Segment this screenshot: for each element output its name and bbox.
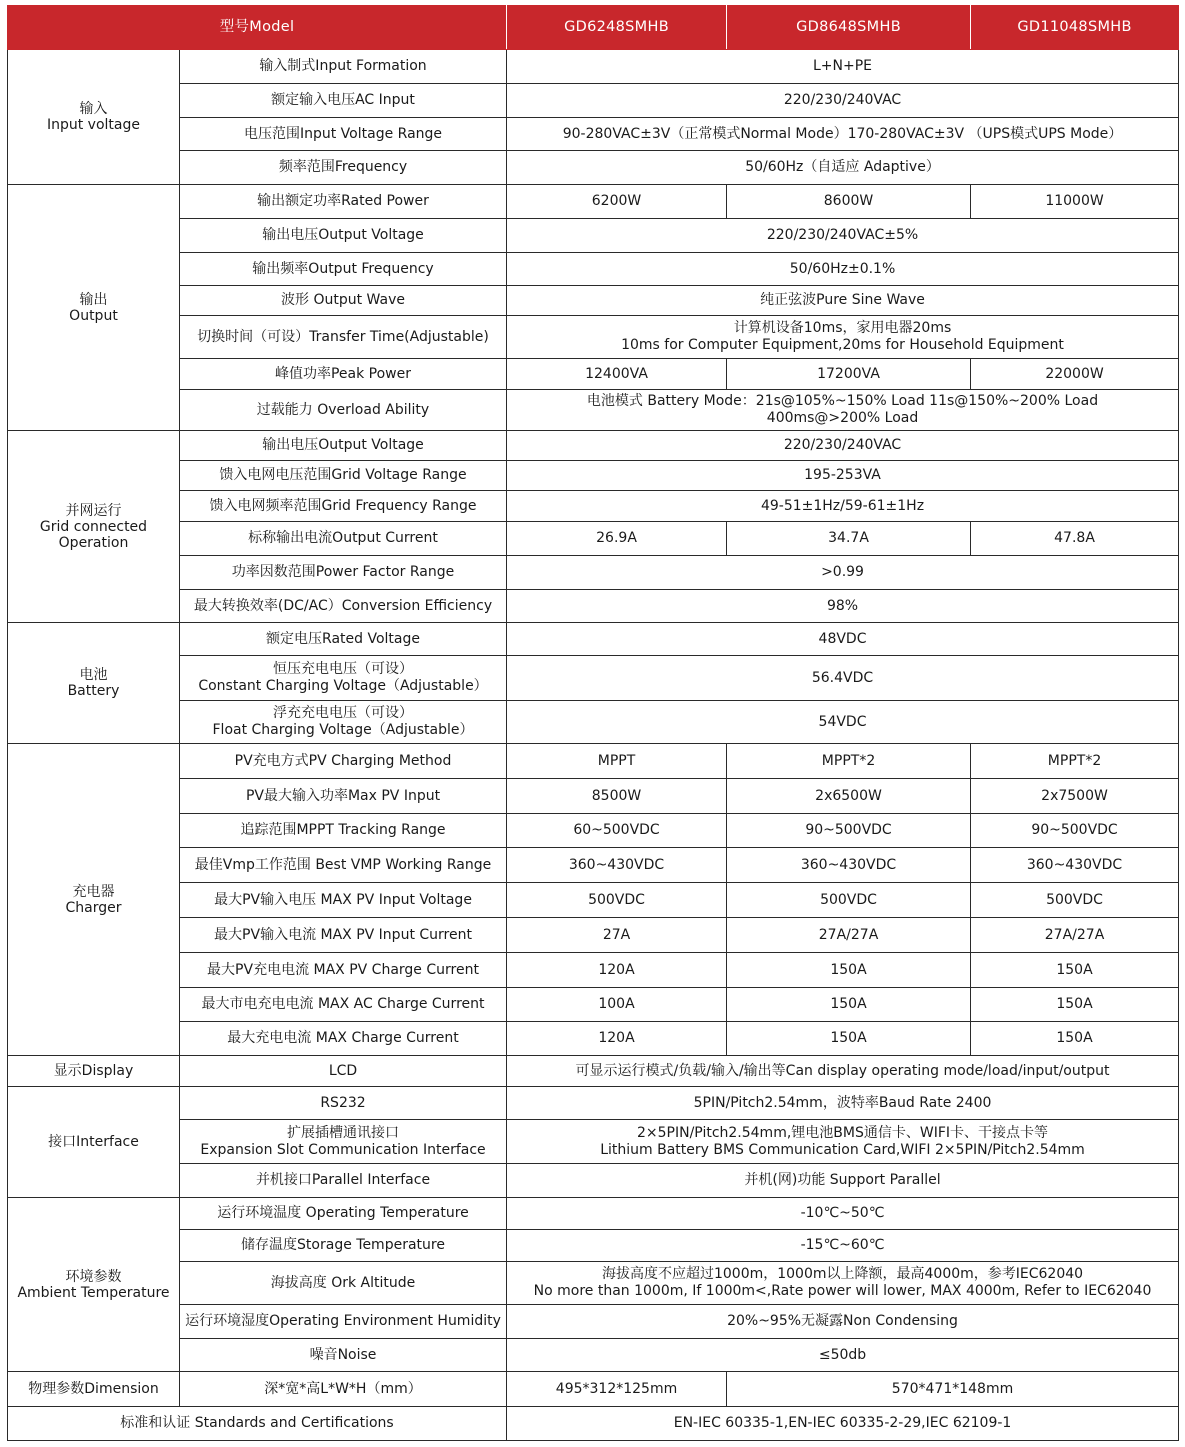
spec-row <box>8 848 1179 883</box>
text-line: 90-280VAC±3V（正常模式Normal Mode）170-280VAC±3V （UPS模式UPS Mode） <box>562 125 1123 142</box>
group-dimension <box>8 1372 180 1407</box>
text-line: 输入 <box>79 101 108 117</box>
text-line: 过载能力 Overload Ability <box>256 401 430 418</box>
param-label <box>180 1087 507 1120</box>
text-line: ≤50db <box>818 1346 867 1363</box>
spec-row <box>8 1339 1179 1372</box>
text-line: 馈入电网频率范围Grid Frequency Range <box>209 497 477 514</box>
value-all-models <box>507 1056 1179 1087</box>
text-line: Charger <box>65 899 122 916</box>
text-line: 输入制式Input Formation <box>259 58 427 74</box>
text-line: 输出 <box>79 291 108 308</box>
value-model-3: 90~500VDC <box>971 814 1179 848</box>
value-all-models <box>507 84 1179 118</box>
text-line: 海拔高度不应超过1000m，1000m以上降额，最高4000m，参考IEC62040 <box>601 1266 1084 1282</box>
value-all-models <box>507 556 1179 590</box>
group-input-voltage <box>8 50 180 185</box>
spec-row <box>8 1164 1179 1198</box>
param-label <box>180 988 507 1022</box>
text-line: Lithium Battery BMS Communication Card,WIFI 2×5PIN/Pitch2.54mm <box>600 1141 1085 1158</box>
spec-row <box>8 1198 1179 1230</box>
param-label <box>180 814 507 848</box>
text-line: 2×5PIN/Pitch2.54mm,锂电池BMS通信卡、WIFI卡、干接点卡等 <box>637 1124 1049 1141</box>
text-line: PV最大输入功率Max PV Input <box>245 787 441 804</box>
param-label <box>180 744 507 779</box>
value-all-models <box>507 701 1179 744</box>
text-line: Expansion Slot Communication Interface <box>200 1141 486 1158</box>
value-model-2: 34.7A <box>727 522 971 556</box>
value-all-models <box>507 118 1179 151</box>
spec-row <box>8 185 1179 219</box>
param-label <box>180 1262 507 1305</box>
param-label <box>180 701 507 744</box>
value-model-2: 150A <box>727 988 971 1022</box>
param-label <box>180 623 507 656</box>
param-label <box>180 118 507 151</box>
value-model-2: MPPT*2 <box>727 744 971 779</box>
param-label <box>180 1372 507 1407</box>
text-line: 额定电压Rated Voltage <box>266 630 420 647</box>
value-model-3: 2x7500W <box>971 779 1179 814</box>
param-label <box>180 431 507 461</box>
text-line: 波形 Output Wave <box>281 292 405 308</box>
param-label <box>180 151 507 185</box>
text-line: 最大PV充电电流 MAX PV Charge Current <box>207 961 479 978</box>
spec-row <box>8 656 1179 701</box>
spec-row <box>8 1022 1179 1056</box>
text-line: 54VDC <box>818 713 867 730</box>
text-line: Battery <box>67 683 120 699</box>
value-model-2: 8600W <box>727 185 971 219</box>
spec-row <box>8 556 1179 590</box>
param-label <box>180 1339 507 1372</box>
value-model-2: 2x6500W <box>727 779 971 814</box>
text-line: 输出额定功率Rated Power <box>257 193 429 209</box>
value-model-2-3: 570*471*148mm <box>727 1372 1179 1407</box>
text-line: 计算机设备10ms，家用电器20ms <box>733 320 952 336</box>
model-name-3: GD11048SMHB <box>971 6 1179 50</box>
text-line: 纯正弦波Pure Sine Wave <box>760 292 925 308</box>
spec-row <box>8 50 1179 84</box>
param-label <box>180 848 507 883</box>
text-line: 运行环境湿度Operating Environment Humidity <box>185 1313 501 1329</box>
spec-row <box>8 590 1179 623</box>
value-model-1: 8500W <box>507 779 727 814</box>
text-line: L+N+PE <box>813 58 873 74</box>
spec-row <box>8 1056 1179 1087</box>
param-label <box>180 1056 507 1087</box>
text-line: 并网运行 <box>65 502 122 519</box>
value-model-2: 150A <box>727 1022 971 1056</box>
spec-row <box>8 522 1179 556</box>
param-label <box>180 953 507 988</box>
text-line: 显示Display <box>53 1063 134 1079</box>
text-line: 最大转换效率(DC/AC）Conversion Efficiency <box>193 597 493 614</box>
text-line: 可显示运行模式/负载/输入/输出等Can display operating mode/load/input/output <box>575 1062 1110 1079</box>
value-model-3: MPPT*2 <box>971 744 1179 779</box>
certification-row <box>8 1407 1179 1441</box>
value-all-models <box>507 253 1179 286</box>
value-all-models <box>507 1262 1179 1305</box>
param-label <box>180 1164 507 1198</box>
text-line: 50/60Hz（自适应 Adaptive） <box>745 159 940 175</box>
text-line: -15℃~60℃ <box>800 1237 885 1253</box>
spec-row <box>8 883 1179 918</box>
text-line: 峰值功率Peak Power <box>274 365 412 382</box>
param-label <box>180 491 507 522</box>
text-line: 频率范围Frequency <box>278 159 408 175</box>
text-line: Input voltage <box>46 117 140 133</box>
text-line: RS232 <box>320 1094 366 1111</box>
model-header: 型号Model <box>8 6 507 50</box>
specification-table <box>7 5 1179 1441</box>
text-line: >0.99 <box>821 564 864 580</box>
value-all-models <box>507 151 1179 185</box>
spec-row <box>8 316 1179 359</box>
text-line: 并机(网)功能 Support Parallel <box>744 1172 941 1188</box>
certification-label: 标准和认证 Standards and Certifications <box>8 1407 507 1441</box>
text-line: 最佳Vmp工作范围 Best VMP Working Range <box>194 856 492 873</box>
text-line: 50/60Hz±0.1% <box>789 260 896 277</box>
value-model-1: 60~500VDC <box>507 814 727 848</box>
value-all-models <box>507 286 1179 316</box>
spec-row <box>8 431 1179 461</box>
text-line: PV充电方式PV Charging Method <box>234 752 452 769</box>
value-all-models <box>507 623 1179 656</box>
text-line: 电压范围Input Voltage Range <box>243 125 443 142</box>
spec-row <box>8 359 1179 390</box>
text-line: 运行环境温度 Operating Temperature <box>217 1205 469 1221</box>
text-line: 220/230/240VAC±5% <box>766 227 919 243</box>
spec-row <box>8 988 1179 1022</box>
value-all-models <box>507 656 1179 701</box>
value-model-1: 12400VA <box>507 359 727 390</box>
value-model-2: 17200VA <box>727 359 971 390</box>
param-label <box>180 359 507 390</box>
param-label <box>180 390 507 431</box>
text-line: 220/230/240VAC <box>783 92 902 108</box>
spec-row <box>8 1262 1179 1305</box>
text-line: 恒压充电电压（可设） <box>273 661 413 677</box>
text-line: 标称输出电流Output Current <box>248 530 438 546</box>
spec-row <box>8 219 1179 253</box>
value-model-1: 500VDC <box>507 883 727 918</box>
text-line: 最大充电电流 MAX Charge Current <box>227 1030 459 1046</box>
spec-row <box>8 1230 1179 1262</box>
text-line: 48VDC <box>818 630 867 647</box>
param-label <box>180 556 507 590</box>
spec-row <box>8 814 1179 848</box>
value-model-2: 360~430VDC <box>727 848 971 883</box>
param-label <box>180 316 507 359</box>
text-line: 220/230/240VAC <box>783 437 902 453</box>
spec-row <box>8 779 1179 814</box>
text-line: 切换时间（可设）Transfer Time(Adjustable) <box>197 328 489 345</box>
value-model-1: 27A <box>507 918 727 953</box>
param-label <box>180 1198 507 1230</box>
text-line: 并机接口Parallel Interface <box>255 1172 431 1188</box>
value-model-3: 22000W <box>971 359 1179 390</box>
text-line: 馈入电网电压范围Grid Voltage Range <box>219 467 467 483</box>
text-line: 功率因数范围Power Factor Range <box>231 564 455 580</box>
text-line: 浮充充电电压（可设） <box>273 705 413 721</box>
param-label <box>180 1120 507 1164</box>
spec-row <box>8 286 1179 316</box>
spec-row <box>8 491 1179 522</box>
value-all-models <box>507 1087 1179 1120</box>
text-line: -10℃~50℃ <box>800 1205 885 1221</box>
value-all-models <box>507 1120 1179 1164</box>
text-line: 5PIN/Pitch2.54mm，波特率Baud Rate 2400 <box>693 1094 992 1111</box>
value-all-models <box>507 390 1179 431</box>
value-model-1: 26.9A <box>507 522 727 556</box>
param-label <box>180 1305 507 1339</box>
value-model-2: 500VDC <box>727 883 971 918</box>
text-line: 充电器 <box>72 883 115 900</box>
param-label <box>180 918 507 953</box>
spec-sheet <box>7 5 1178 1441</box>
spec-row <box>8 1120 1179 1164</box>
text-line: 98% <box>826 597 859 614</box>
certification-value: EN-IEC 60335-1,EN-IEC 60335-2-29,IEC 62109-1 <box>507 1407 1179 1441</box>
text-line: 49-51±1Hz/59-61±1Hz <box>760 497 925 514</box>
text-line: 20%~95%无凝露Non Condensing <box>727 1313 958 1329</box>
text-line: 195-253VA <box>804 467 881 483</box>
spec-row <box>8 253 1179 286</box>
value-model-2: 27A/27A <box>727 918 971 953</box>
text-line: 最大市电充电电流 MAX AC Charge Current <box>201 996 485 1012</box>
text-line: 56.4VDC <box>811 669 874 686</box>
text-line: 环境参数 <box>65 1268 122 1285</box>
value-model-3: 150A <box>971 953 1179 988</box>
value-model-1: 120A <box>507 1022 727 1056</box>
value-model-3: 11000W <box>971 185 1179 219</box>
text-line: 扩展插槽通讯接口 <box>287 1124 399 1141</box>
value-model-3: 360~430VDC <box>971 848 1179 883</box>
value-model-1: 495*312*125mm <box>507 1372 727 1407</box>
value-all-models <box>507 1305 1179 1339</box>
spec-row <box>8 1305 1179 1339</box>
text-line: 输出频率Output Frequency <box>252 260 434 277</box>
spec-row <box>8 1372 1179 1407</box>
text-line: Ambient Temperature <box>17 1284 170 1301</box>
param-label <box>180 656 507 701</box>
value-model-1: 360~430VDC <box>507 848 727 883</box>
text-line: Output <box>69 307 118 324</box>
header-row <box>8 6 1179 50</box>
value-all-models <box>507 1230 1179 1262</box>
value-all-models <box>507 50 1179 84</box>
value-model-1: MPPT <box>507 744 727 779</box>
param-label <box>180 253 507 286</box>
text-line: 最大PV输入电流 MAX PV Input Current <box>214 926 472 943</box>
spec-row <box>8 118 1179 151</box>
value-model-3: 27A/27A <box>971 918 1179 953</box>
value-all-models <box>507 1339 1179 1372</box>
spec-row <box>8 744 1179 779</box>
param-label <box>180 50 507 84</box>
value-all-models <box>507 1164 1179 1198</box>
value-all-models <box>507 491 1179 522</box>
group-grid-connected <box>8 431 180 623</box>
spec-row <box>8 918 1179 953</box>
text-line: 物理参数Dimension <box>28 1381 159 1397</box>
text-line: 电池 <box>79 667 108 683</box>
param-label <box>180 1022 507 1056</box>
value-all-models <box>507 219 1179 253</box>
group-charger <box>8 744 180 1056</box>
text-line: 输出电压Output Voltage <box>262 227 424 243</box>
text-line: 接口Interface <box>48 1134 139 1150</box>
param-label <box>180 461 507 491</box>
text-line: 输出电压Output Voltage <box>262 437 424 453</box>
spec-row <box>8 84 1179 118</box>
value-model-2: 150A <box>727 953 971 988</box>
spec-row <box>8 623 1179 656</box>
text-line: 额定输入电压AC Input <box>271 92 415 108</box>
param-label <box>180 286 507 316</box>
text-line: 最大PV输入电压 MAX PV Input Voltage <box>214 891 472 908</box>
param-label <box>180 590 507 623</box>
spec-body <box>8 50 1179 1407</box>
value-all-models <box>507 431 1179 461</box>
text-line: 电池模式 Battery Mode：21s@105%~150% Load 11s@150%~200% Load <box>586 393 1099 409</box>
text-line: No more than 1000m, If 1000m<,Rate power will lower, MAX 4000m, Refer to IEC62040 <box>533 1283 1152 1299</box>
spec-row <box>8 461 1179 491</box>
value-model-3: 500VDC <box>971 883 1179 918</box>
text-line: Constant Charging Voltage（Adjustable） <box>198 678 488 694</box>
spec-row <box>8 701 1179 744</box>
value-model-1: 6200W <box>507 185 727 219</box>
text-line: LCD <box>328 1062 358 1079</box>
text-line: 10ms for Computer Equipment,20ms for Household Equipment <box>621 337 1064 353</box>
spec-row <box>8 151 1179 185</box>
model-name-2: GD8648SMHB <box>727 6 971 50</box>
param-label <box>180 185 507 219</box>
group-battery <box>8 623 180 744</box>
text-line: Operation <box>58 534 129 551</box>
value-all-models <box>507 590 1179 623</box>
param-label <box>180 1230 507 1262</box>
spec-row <box>8 953 1179 988</box>
value-model-2: 90~500VDC <box>727 814 971 848</box>
spec-row <box>8 1087 1179 1120</box>
value-model-3: 150A <box>971 988 1179 1022</box>
param-label <box>180 219 507 253</box>
group-interface <box>8 1087 180 1198</box>
value-all-models <box>507 316 1179 359</box>
group-display <box>8 1056 180 1087</box>
text-line: 400ms@>200% Load <box>766 410 919 426</box>
value-model-1: 120A <box>507 953 727 988</box>
text-line: 追踪范围MPPT Tracking Range <box>240 822 446 838</box>
param-label <box>180 84 507 118</box>
value-all-models <box>507 1198 1179 1230</box>
text-line: Grid connected <box>39 518 148 535</box>
param-label <box>180 883 507 918</box>
spec-row <box>8 390 1179 431</box>
param-label <box>180 522 507 556</box>
value-model-3: 47.8A <box>971 522 1179 556</box>
text-line: Float Charging Voltage（Adjustable） <box>212 722 474 738</box>
value-model-1: 100A <box>507 988 727 1022</box>
value-all-models <box>507 461 1179 491</box>
group-ambient <box>8 1198 180 1372</box>
param-label <box>180 779 507 814</box>
text-line: 噪音Noise <box>309 1346 377 1363</box>
text-line: 储存温度Storage Temperature <box>241 1237 445 1253</box>
model-name-1: GD6248SMHB <box>507 6 727 50</box>
group-output <box>8 185 180 431</box>
text-line: 海拔高度 Ork Altitude <box>270 1274 416 1291</box>
text-line: 深*宽*高L*W*H（mm） <box>264 1380 422 1397</box>
value-model-3: 150A <box>971 1022 1179 1056</box>
